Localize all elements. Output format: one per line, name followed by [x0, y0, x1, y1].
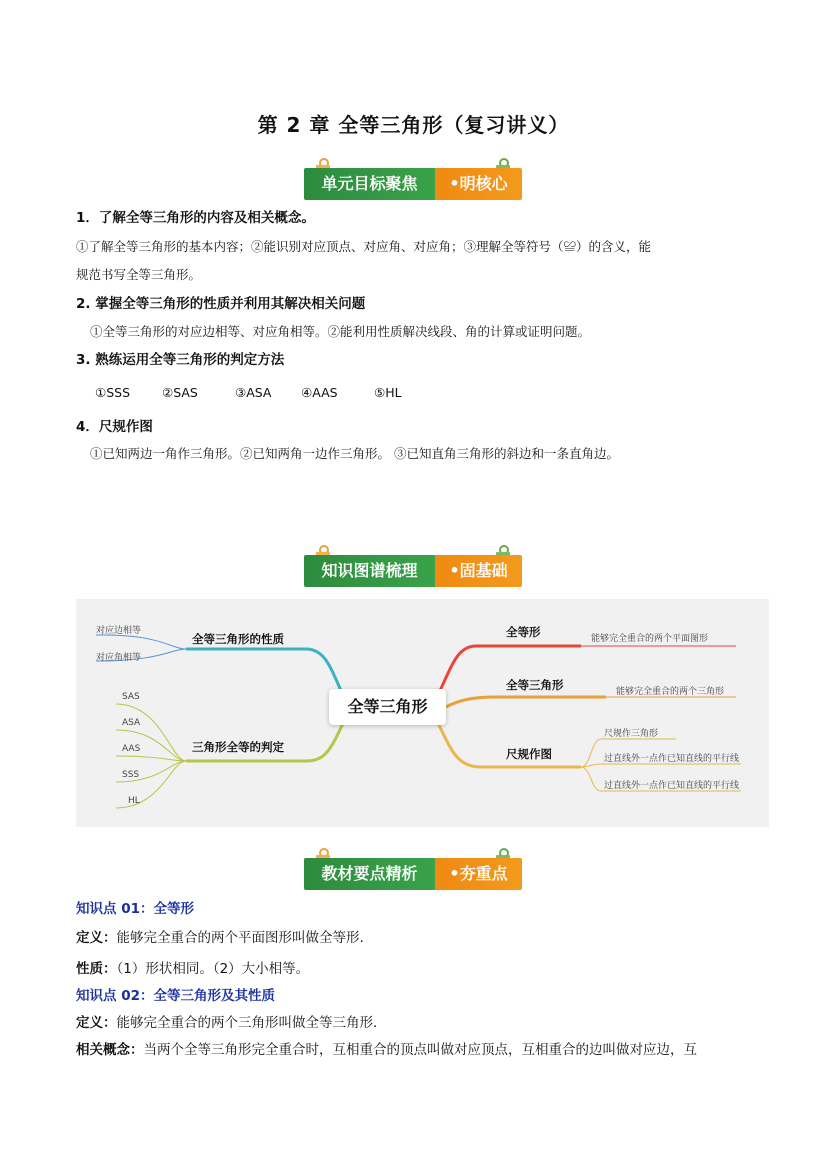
mind-map-note: 能够完全重合的两个三角形: [616, 687, 725, 697]
objective-1-title: 1．了解全等三角形的内容及相关概念。: [76, 210, 315, 226]
objective-4-title: 4．尺规作图: [76, 419, 153, 435]
mind-map-center: 全等三角形: [329, 689, 446, 725]
section-banner-keypoints: [304, 848, 522, 890]
criteria-item: ②SAS: [162, 385, 198, 400]
mind-map-leaf: 过直线外一点作已知直线的平行线: [604, 781, 740, 791]
section-banner-goals: [304, 158, 522, 200]
objective-1-line: ①了解全等三角形的基本内容；②能识别对应顶点、对应角、对应角；③理解全等符号（≌）的含义，能: [76, 239, 652, 254]
criteria-item: ⑤HL: [374, 385, 402, 400]
related-concepts-line: 相关概念：当两个全等三角形完全重合时，互相重合的顶点叫做对应顶点，互相重合的边叫做对应边，互: [76, 1042, 697, 1058]
mind-map-leaf: HL: [128, 796, 140, 806]
definition-line: 定义：能够完全重合的两个平面图形叫做全等形.: [76, 930, 364, 946]
banner-accent-text: •明核心: [449, 174, 508, 193]
knowledge-point-title: 知识点 02：全等三角形及其性质: [76, 988, 275, 1004]
objective-4-line: ①已知两边一角作三角形。②已知两角一边作三角形。 ③已知直角三角形的斜边和一条直角边。: [90, 446, 619, 461]
mind-map-leaf: SSS: [122, 770, 140, 780]
knowledge-point-title: 知识点 01：全等形: [76, 901, 194, 917]
objective-2-title: 2. 掌握全等三角形的性质并利用其解决相关问题: [76, 296, 366, 312]
mind-map-branch-label: 全等三角形的性质: [192, 632, 284, 646]
mind-map-note: 能够完全重合的两个平面图形: [591, 634, 709, 644]
criteria-item: ③ASA: [235, 385, 272, 400]
mind-map-branch-label: 尺规作图: [506, 747, 552, 761]
criteria-item: ④AAS: [301, 385, 338, 400]
objective-1-line: 规范书写全等三角形。: [76, 267, 202, 282]
page-title: 第 2 章 全等三角形（复习讲义）: [257, 113, 570, 137]
banner-main-text: 知识图谱梳理: [321, 561, 418, 580]
definition-line: 定义：能够完全重合的两个三角形叫做全等三角形.: [76, 1015, 378, 1031]
mind-map-leaf: 对应边相等: [96, 626, 142, 636]
mind-map-leaf: ASA: [122, 718, 141, 728]
criteria-item: ①SSS: [95, 385, 131, 400]
mind-map-branch-label: 三角形全等的判定: [192, 740, 284, 754]
banner-accent-text: •固基础: [449, 561, 508, 580]
mind-map: [76, 599, 769, 827]
banner-accent-text: •夯重点: [449, 864, 508, 883]
banner-main-text: 教材要点精析: [321, 864, 418, 883]
property-line: 性质：（1）形状相同。（2）大小相等。: [76, 961, 310, 977]
mind-map-leaf: 过直线外一点作已知直线的平行线: [604, 754, 740, 764]
objective-2-line: ①全等三角形的对应边相等、对应角相等。②能利用性质解决线段、角的计算或证明问题。: [90, 324, 591, 339]
mind-map-branch-label: 全等形: [506, 625, 541, 639]
objective-3-title: 3. 熟练运用全等三角形的判定方法: [76, 352, 285, 368]
mind-map-branch-label: 全等三角形: [506, 678, 564, 692]
mind-map-leaf: 对应角相等: [96, 653, 142, 663]
mind-map-leaf: 尺规作三角形: [604, 729, 659, 739]
mind-map-leaf: AAS: [122, 744, 141, 754]
mind-map-leaf: SAS: [122, 692, 140, 702]
banner-main-text: 单元目标聚焦: [321, 174, 418, 193]
section-banner-mindmap: [304, 545, 522, 587]
